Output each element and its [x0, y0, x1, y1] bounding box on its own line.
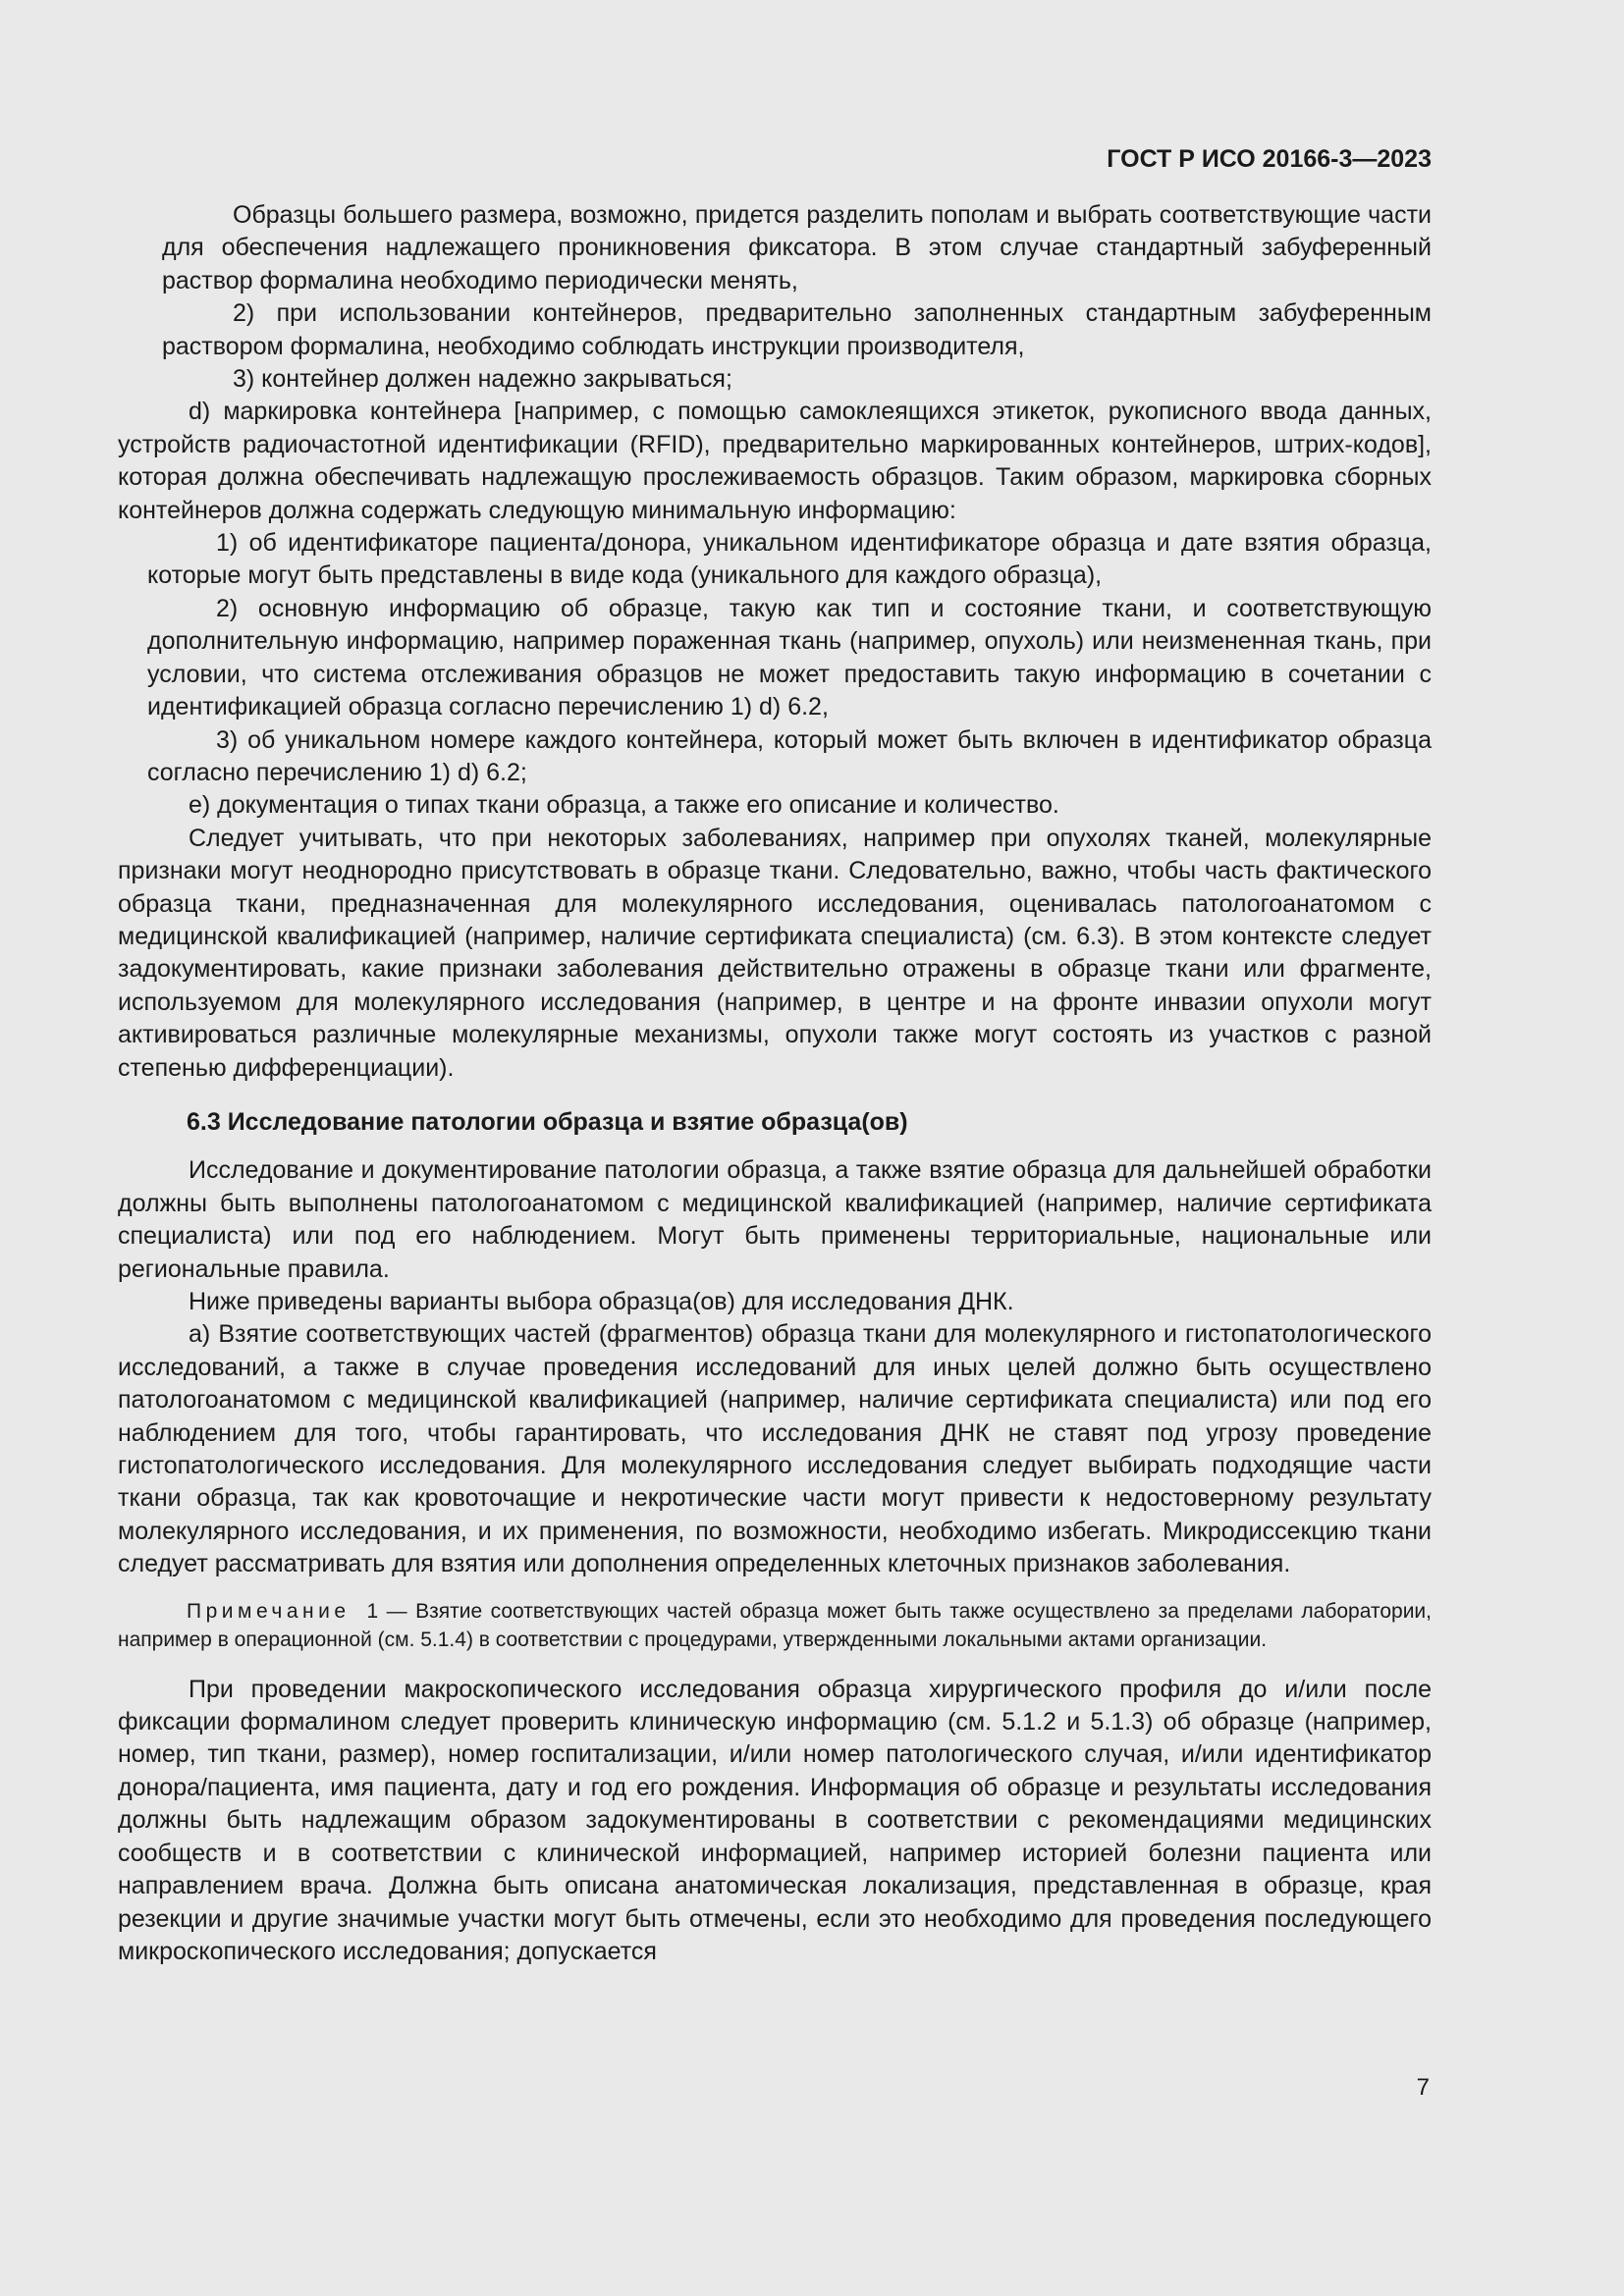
- list-item: d) маркировка контейнера [например, с помощью самоклеящихся этикеток, рукописного ввода данных, устройств радиочастотной идентификации (RFID), предварительно маркированных контейнеров, штрих-кодов], которая должна обеспечивать надлежащую прослеживаемость образцов. Таким образом, маркировка сборных контейнеров должна содержать следующую минимальную информацию:: [118, 398, 1432, 524]
- paragraph: Ниже приведены варианты выбора образца(ов) для исследования ДНК.: [189, 1288, 1014, 1315]
- note-number: 1: [366, 1599, 379, 1623]
- list-item: 1) об идентификаторе пациента/донора, уникальном идентификаторе образца и дате взятия образца, которые могут быть представлены в виде кода (уникального для каждого образца),: [147, 529, 1432, 590]
- paragraph: Образцы большего размера, возможно, придется разделить пополам и выбрать соответствующие части для обеспечения надлежащего проникновения фиксатора. В этом случае стандартный забуференный раствор формалина необходимо периодически менять,: [162, 201, 1432, 294]
- paragraph: При проведении макроскопического исследования образца хирургического профиля до и/или после фиксации формалином следует проверить клиническую информацию (см. 5.1.2 и 5.1.3) об образце (например, номер, тип ткани, размер), номер госпитализации, и/или номер патологического случая, и/или идентификатор донора/пациента, имя пациента, дату и год его рождения. Информация об образце и результаты исследования должны быть надлежащим образом задокументированы в соответствии с рекомендациями медицинских сообществ и в соответствии с клинической информацией, например историей болезни пациента или направлением врача. Должна быть описана анатомическая локализация, представленная в образце, края резекции и другие значимые участки могут быть отмечены, если это необходимо для проведения последующего микроскопического исследования; допускается: [118, 1675, 1432, 1965]
- paragraph: Следует учитывать, что при некоторых заболеваниях, например при опухолях тканей, молекулярные признаки могут неоднородно присутствовать в образце ткани. Следовательно, важно, чтобы часть фактического образца ткани, предназначенная для молекулярного исследования, оценивалась патологоанатомом с медицинской квалификацией (например, наличие сертификата специалиста) (см. 6.3). В этом контексте следует задокументировать, какие признаки заболевания действительно отражены в образце ткани или фрагменте, используемом для молекулярного исследования (например, в центре и на фронте инвазии опухоли могут активироваться различные молекулярные механизмы, опухоли также могут состоять из участков с разной степенью дифференциации).: [118, 824, 1432, 1082]
- document-id-header: ГОСТ Р ИСО 20166-3—2023: [1107, 145, 1432, 173]
- list-item: 3) контейнер должен надежно закрываться;: [233, 365, 732, 394]
- list-item: 2) основную информацию об образце, такую как тип и состояние ткани, и соответствующую дополнительную информацию, например пораженная ткань (например, опухоль) или неизмененная ткань, при условии, что система отслеживания образцов не может предоставить такую информацию в сочетании с идентификацией образца согласно перечислению 1) d) 6.2,: [147, 594, 1432, 721]
- note: [118, 1597, 1432, 1654]
- page-number: 7: [1416, 2074, 1430, 2101]
- section-heading: 6.3 Исследование патологии образца и взятие образца(ов): [187, 1107, 908, 1136]
- note-label: Примечание: [187, 1599, 351, 1623]
- list-item: a) Взятие соответствующих частей (фрагментов) образца ткани для молекулярного и гистопатологического исследований, а также в случае проведения исследований для иных целей должно быть осуществлено патологоанатомом с медицинской квалификацией (например, наличие сертификата специалиста) или под его наблюдением для того, чтобы гарантировать, что исследования ДНК не ставят под угрозу проведение гистопатологического исследования. Для молекулярного исследования следует выбирать подходящие части ткани образца, так как кровоточащие и некротические части могут привести к недостоверному результату молекулярного исследования, и их применения, по возможности, необходимо избегать. Микродиссекцию ткани следует рассматривать для взятия или дополнения определенных клеточных признаков заболевания.: [118, 1320, 1432, 1578]
- list-item: 2) при использовании контейнеров, предварительно заполненных стандартным забуференным раствором формалина, необходимо соблюдать инструкции производителя,: [162, 299, 1432, 360]
- list-item: e) документация о типах ткани образца, а также его описание и количество.: [189, 791, 1059, 820]
- paragraph: Исследование и документирование патологии образца, а также взятие образца для дальнейшей обработки должны быть выполнены патологоанатомом с медицинской квалификацией (например, наличие сертификата специалиста) или под его наблюдением. Могут быть применены территориальные, национальные или региональные правила.: [118, 1156, 1432, 1283]
- document-body: [118, 199, 1432, 1968]
- list-item: 3) об уникальном номере каждого контейнера, который может быть включен в идентификатор образца согласно перечислению 1) d) 6.2;: [147, 725, 1432, 786]
- note-text: — Взятие соответствующих частей образца может быть также осуществлено за пределами лаборатории, например в операционной (см. 5.1.4) в соответствии с процедурами, утвержденными локальными актами организации.: [118, 1599, 1432, 1651]
